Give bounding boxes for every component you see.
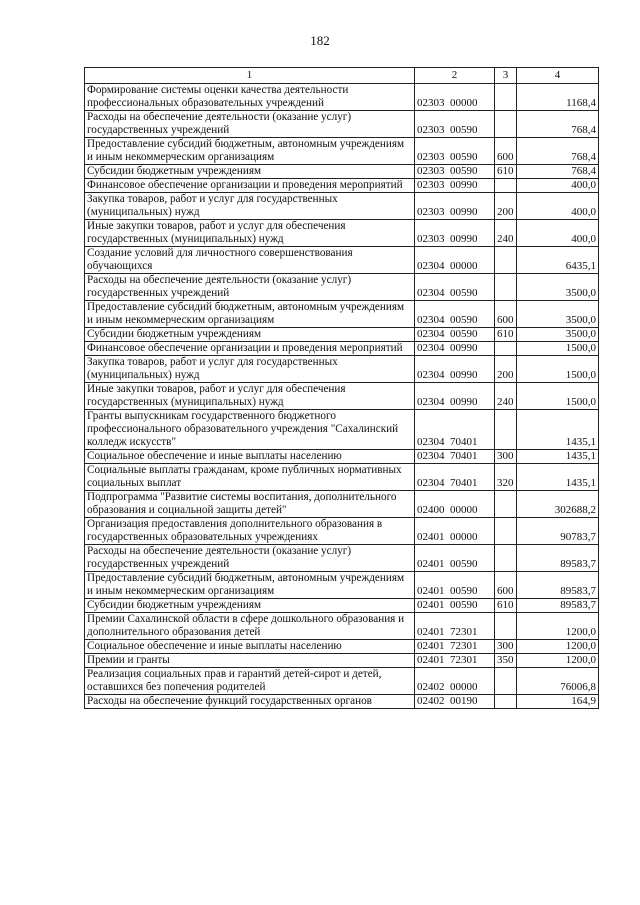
row-expense-type: 600: [495, 301, 517, 328]
row-expense-type: 200: [495, 193, 517, 220]
row-code: 02401 72301: [415, 654, 495, 668]
row-code: 02304 00590: [415, 274, 495, 301]
row-name: Расходы на обеспечение деятельности (оказание услуг) государственных учреждений: [85, 545, 415, 572]
row-name: Предоставление субсидий бюджетным, автономным учреждениям и иным некоммерческим организациям: [85, 301, 415, 328]
row-name: Субсидии бюджетным учреждениям: [85, 165, 415, 179]
row-code: 02303 00590: [415, 165, 495, 179]
row-name: Иные закупки товаров, работ и услуг для обеспечения государственных (муниципальных) нужд: [85, 220, 415, 247]
row-name: Предоставление субсидий бюджетным, автономным учреждениям и иным некоммерческим организациям: [85, 572, 415, 599]
row-name: Закупка товаров, работ и услуг для государственных (муниципальных) нужд: [85, 193, 415, 220]
row-name: Создание условий для личностного совершенствования обучающихся: [85, 247, 415, 274]
table-row: [85, 356, 599, 383]
row-name: Гранты выпускникам государственного бюджетного профессионального образовательного учреждения "Сахалинский колледж искусств": [85, 410, 415, 450]
row-amount: 768,4: [517, 165, 599, 179]
row-expense-type: [495, 274, 517, 301]
row-expense-type: 240: [495, 220, 517, 247]
row-expense-type: 600: [495, 572, 517, 599]
row-expense-type: 320: [495, 464, 517, 491]
row-code: 02303 00990: [415, 179, 495, 193]
row-expense-type: [495, 545, 517, 572]
row-amount: 76006,8: [517, 668, 599, 695]
row-code: 02401 00590: [415, 599, 495, 613]
table-row: [85, 383, 599, 410]
row-amount: 768,4: [517, 138, 599, 165]
table-row: [85, 640, 599, 654]
row-name: Организация предоставления дополнительного образования в государственных образовательных учреждениях: [85, 518, 415, 545]
column-header-1: 1: [85, 68, 415, 84]
row-expense-type: [495, 518, 517, 545]
row-code: 02304 70401: [415, 410, 495, 450]
row-expense-type: 300: [495, 640, 517, 654]
table-row: [85, 342, 599, 356]
table-row: [85, 274, 599, 301]
row-amount: 400,0: [517, 220, 599, 247]
row-amount: 89583,7: [517, 599, 599, 613]
table-row: [85, 518, 599, 545]
row-code: 02304 00590: [415, 301, 495, 328]
table-row: [85, 695, 599, 709]
row-amount: 400,0: [517, 193, 599, 220]
row-name: Субсидии бюджетным учреждениям: [85, 328, 415, 342]
row-name: Формирование системы оценки качества деятельности профессиональных образовательных учреждений: [85, 84, 415, 111]
column-header-4: 4: [517, 68, 599, 84]
row-expense-type: [495, 111, 517, 138]
row-name: Финансовое обеспечение организации и проведения мероприятий: [85, 179, 415, 193]
row-expense-type: [495, 247, 517, 274]
row-expense-type: [495, 613, 517, 640]
table-row: [85, 193, 599, 220]
row-name: Расходы на обеспечение деятельности (оказание услуг) государственных учреждений: [85, 111, 415, 138]
budget-table-body: [85, 68, 599, 709]
row-amount: 400,0: [517, 179, 599, 193]
row-amount: 89583,7: [517, 545, 599, 572]
table-row: [85, 165, 599, 179]
row-expense-type: [495, 342, 517, 356]
row-name: Премии Сахалинской области в сфере дошкольного образования и дополнительного образования детей: [85, 613, 415, 640]
table-row: [85, 464, 599, 491]
row-expense-type: 610: [495, 328, 517, 342]
row-name: Подпрограмма "Развитие системы воспитания, дополнительного образования и социальной защиты детей": [85, 491, 415, 518]
table-row: [85, 410, 599, 450]
table-row: [85, 111, 599, 138]
row-code: 02304 70401: [415, 450, 495, 464]
row-code: 02303 00000: [415, 84, 495, 111]
row-amount: 90783,7: [517, 518, 599, 545]
row-expense-type: 600: [495, 138, 517, 165]
row-code: 02304 00000: [415, 247, 495, 274]
table-row: [85, 84, 599, 111]
row-amount: 768,4: [517, 111, 599, 138]
row-expense-type: 240: [495, 383, 517, 410]
table-row: [85, 220, 599, 247]
row-code: 02304 00990: [415, 342, 495, 356]
row-amount: 1500,0: [517, 356, 599, 383]
row-amount: 302688,2: [517, 491, 599, 518]
row-name: Субсидии бюджетным учреждениям: [85, 599, 415, 613]
row-code: 02303 00590: [415, 111, 495, 138]
row-expense-type: 200: [495, 356, 517, 383]
row-amount: 1500,0: [517, 342, 599, 356]
page-number: 182: [310, 33, 330, 48]
row-name: Реализация социальных прав и гарантий детей-сирот и детей, оставшихся без попечения родителей: [85, 668, 415, 695]
row-expense-type: 350: [495, 654, 517, 668]
row-name: Закупка товаров, работ и услуг для государственных (муниципальных) нужд: [85, 356, 415, 383]
row-amount: 1435,1: [517, 464, 599, 491]
row-amount: 1200,0: [517, 640, 599, 654]
table-row: [85, 301, 599, 328]
row-code: 02304 00990: [415, 356, 495, 383]
row-code: 02401 00590: [415, 545, 495, 572]
row-name: Иные закупки товаров, работ и услуг для обеспечения государственных (муниципальных) нужд: [85, 383, 415, 410]
row-amount: 89583,7: [517, 572, 599, 599]
column-header-row: [85, 68, 599, 84]
row-expense-type: [495, 695, 517, 709]
row-name: Финансовое обеспечение организации и проведения мероприятий: [85, 342, 415, 356]
row-code: 02401 00590: [415, 572, 495, 599]
table-row: [85, 654, 599, 668]
row-amount: 1500,0: [517, 383, 599, 410]
row-code: 02303 00590: [415, 138, 495, 165]
row-amount: 1435,1: [517, 410, 599, 450]
row-amount: 3500,0: [517, 328, 599, 342]
row-code: 02303 00990: [415, 193, 495, 220]
row-expense-type: [495, 668, 517, 695]
row-amount: 6435,1: [517, 247, 599, 274]
row-expense-type: 610: [495, 165, 517, 179]
row-amount: 1200,0: [517, 613, 599, 640]
column-header-2: 2: [415, 68, 495, 84]
row-name: Социальное обеспечение и иные выплаты населению: [85, 640, 415, 654]
row-expense-type: [495, 84, 517, 111]
row-code: 02303 00990: [415, 220, 495, 247]
row-name: Предоставление субсидий бюджетным, автономным учреждениям и иным некоммерческим организациям: [85, 138, 415, 165]
row-code: 02402 00000: [415, 668, 495, 695]
row-expense-type: 610: [495, 599, 517, 613]
row-expense-type: [495, 179, 517, 193]
row-expense-type: [495, 491, 517, 518]
table-row: [85, 247, 599, 274]
row-code: 02401 72301: [415, 640, 495, 654]
table-row: [85, 179, 599, 193]
table-row: [85, 668, 599, 695]
table-row: [85, 613, 599, 640]
row-code: 02400 00000: [415, 491, 495, 518]
table-row: [85, 328, 599, 342]
table-row: [85, 491, 599, 518]
row-name: Социальное обеспечение и иные выплаты населению: [85, 450, 415, 464]
table-row: [85, 545, 599, 572]
row-code: 02304 70401: [415, 464, 495, 491]
row-code: 02304 00990: [415, 383, 495, 410]
table-row: [85, 138, 599, 165]
table-row: [85, 599, 599, 613]
row-code: 02402 00190: [415, 695, 495, 709]
row-amount: 1200,0: [517, 654, 599, 668]
row-amount: 1435,1: [517, 450, 599, 464]
table-row: [85, 450, 599, 464]
row-name: Социальные выплаты гражданам, кроме публичных нормативных социальных выплат: [85, 464, 415, 491]
column-header-3: 3: [495, 68, 517, 84]
row-name: Расходы на обеспечение функций государственных органов: [85, 695, 415, 709]
budget-table: [84, 67, 599, 709]
row-name: Премии и гранты: [85, 654, 415, 668]
row-code: 02401 00000: [415, 518, 495, 545]
row-amount: 3500,0: [517, 274, 599, 301]
row-expense-type: [495, 410, 517, 450]
row-expense-type: 300: [495, 450, 517, 464]
row-code: 02401 72301: [415, 613, 495, 640]
row-code: 02304 00590: [415, 328, 495, 342]
table-row: [85, 572, 599, 599]
row-amount: 1168,4: [517, 84, 599, 111]
row-amount: 164,9: [517, 695, 599, 709]
row-amount: 3500,0: [517, 301, 599, 328]
row-name: Расходы на обеспечение деятельности (оказание услуг) государственных учреждений: [85, 274, 415, 301]
